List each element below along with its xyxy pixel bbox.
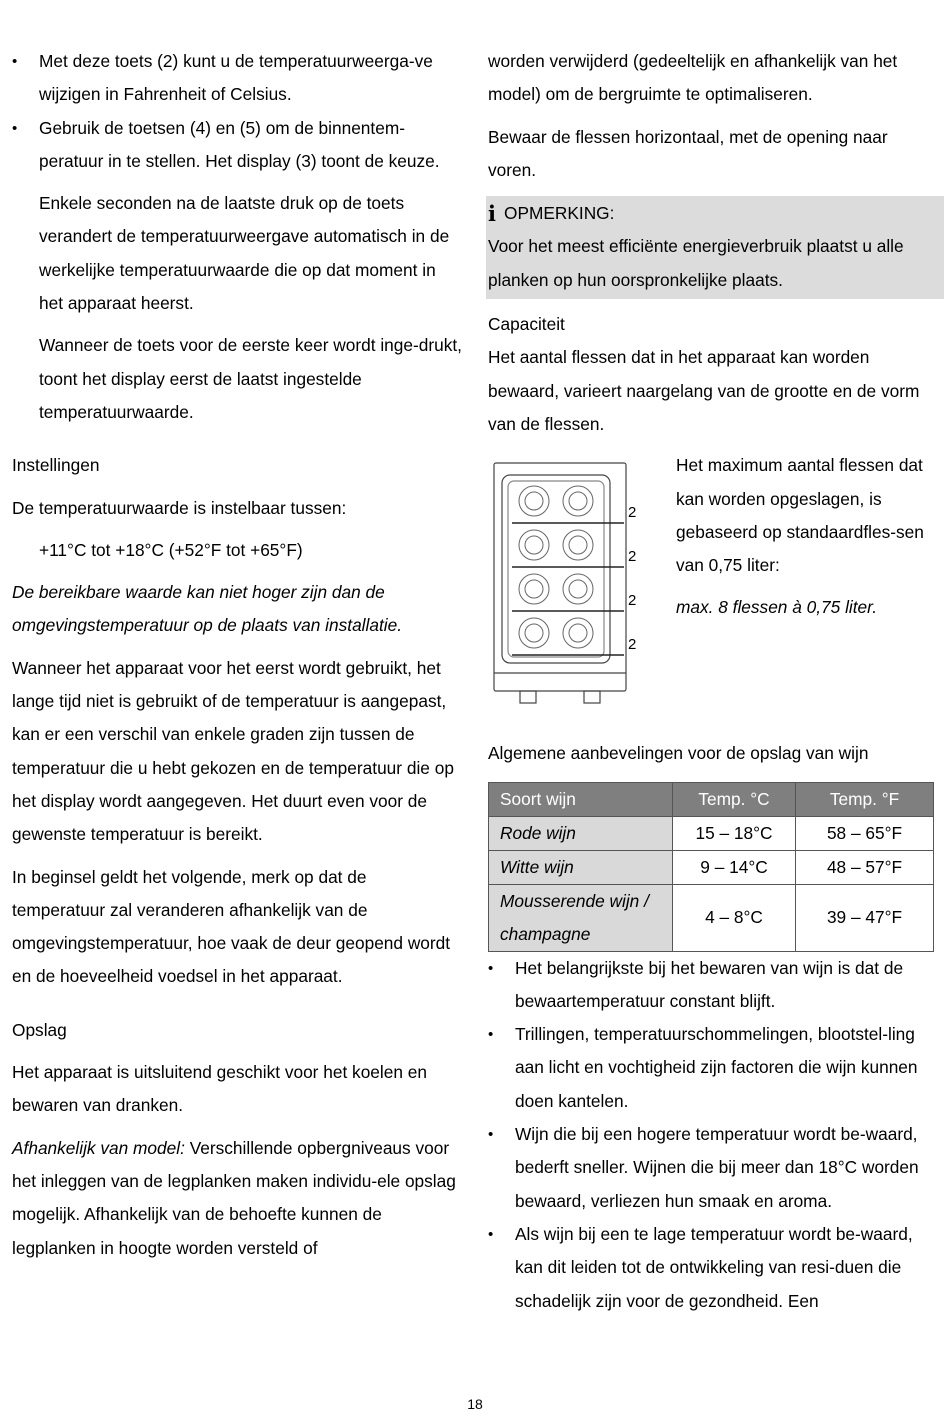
temp-c-cell: 4 – 8°C (673, 884, 796, 951)
para-auto-display: Enkele seconden na de laatste druk op de toets verandert de temperatuurweergave automatisch in de werkelijke temperatuurwaarde die op dat moment in het apparaat heerst. (39, 193, 450, 314)
table-header-row (489, 782, 934, 816)
para-first-press: Wanneer de toets voor de eerste keer wordt inge-drukt, toont het display eerst de laatst ingestelde temperatuurwaarde. (39, 335, 462, 422)
wine-type-cell: Mousserende wijn / champagne (489, 884, 673, 951)
principle-lead: In beginsel geldt het volgende, (12, 866, 247, 887)
para-shelves-removed: worden verwijderd (gedeeltelijk en afhankelijk van het model) om de bergruimte te optimaliseren. (488, 51, 898, 105)
column-header: Soort wijn (489, 782, 673, 816)
table-row (489, 816, 934, 850)
shelf-label: 2 (628, 504, 637, 522)
wine-type-cell: Witte wijn (489, 850, 673, 884)
column-header: Temp. °C (673, 782, 796, 816)
temp-c-cell: 15 – 18°C (673, 816, 796, 850)
temp-c-cell: 9 – 14°C (673, 850, 796, 884)
advice-low-temp: • Als wijn bij een te lage temperatuur wordt be-waard, kan dit leiden tot de ontwikkeling van resi-duen die schadelijk zijn voor de gezondheid. Een (488, 1218, 938, 1318)
advice-factors: • Trillingen, temperatuurschommelingen, blootstel-ling aan licht en vochtigheid zijn factoren die wijn kunnen doen kantelen. (488, 1018, 938, 1118)
para-max-bottles: Het maximum aantal flessen dat kan worden opgeslagen, is gebaseerd op standaardfles-sen van 0,75 liter: (676, 455, 924, 576)
note-title-row (488, 197, 938, 230)
shelf-label: 2 (628, 548, 637, 566)
para-principle (12, 861, 462, 994)
bullet-toggle-unit: • Met deze toets (2) kunt u de temperatuurweerga-ve wijzigen in Fahrenheit of Celsius. (12, 45, 462, 112)
heading-wine-table: Algemene aanbevelingen voor de opslag van wijn (488, 743, 869, 764)
note-box (486, 196, 944, 299)
wine-storage-table (488, 782, 934, 952)
para-model (12, 1132, 462, 1265)
heading-opslag: Opslag (12, 1019, 67, 1040)
shelf-label: 2 (628, 592, 637, 610)
note-title: OPMERKING: (504, 203, 615, 224)
model-rest: Verschillende opbergniveaus voor het inleggen van de legplanken maken individu-ele opslag mogelijk. Afhankelijk van de behoefte kunnen de legplanken in hoogte worden versteld of (12, 1137, 456, 1258)
heading-instellingen: Instellingen (12, 455, 100, 476)
right-column (488, 45, 938, 1318)
advice-high-temp: • Wijn die bij een hogere temperatuur wordt be-waard, bederft sneller. Wijnen die bij meer dan 18°C worden bewaard, verliezen hun smaak en aroma. (488, 1118, 938, 1218)
info-icon: i (488, 201, 496, 227)
model-lead: Afhankelijk van model: (12, 1137, 185, 1158)
figure-caption (676, 449, 938, 624)
wine-advice-list (488, 952, 938, 1318)
max-bottles-value: max. 8 flessen à 0,75 liter. (676, 597, 878, 618)
temp-f-cell: 58 – 65°F (796, 816, 934, 850)
para-storage: Het apparaat is uitsluitend geschikt voor het koelen en bewaren van dranken. (12, 1062, 428, 1116)
temperature-range: +11°C tot +18°C (+52°F tot +65°F) (39, 539, 303, 560)
capacity-figure-row (488, 455, 938, 717)
left-column (12, 45, 462, 1265)
note-text: Voor het meest efficiënte energieverbruik plaatst u alle planken op hun oorspronkelijke plaats. (488, 236, 904, 290)
para-settings-note: De bereikbare waarde kan niet hoger zijn dan de omgevingstemperatuur op de plaats van installatie. (12, 582, 403, 636)
display-bullet-list (12, 45, 462, 178)
heading-capaciteit: Capaciteit (488, 314, 565, 335)
bullet-set-temperature: • Gebruik de toetsen (4) en (5) om de binnentem-peratuur in te stellen. Het display (3) toont de keuze. (12, 112, 462, 179)
wine-type-cell: Rode wijn (489, 816, 673, 850)
para-bottle-orientation: Bewaar de flessen horizontaal, met de opening naar voren. (488, 126, 888, 180)
para-capacity: Het aantal flessen dat in het apparaat kan worden bewaard, varieert naargelang van de grootte en de vorm van de flessen. (488, 347, 920, 434)
column-header: Temp. °F (796, 782, 934, 816)
wine-cooler-illustration (492, 461, 642, 707)
temp-f-cell: 48 – 57°F (796, 850, 934, 884)
temp-f-cell: 39 – 47°F (796, 884, 934, 951)
para-settings-intro: De temperatuurwaarde is instelbaar tussen: (12, 497, 347, 518)
table-row (489, 850, 934, 884)
table-row (489, 884, 934, 951)
shelf-label: 2 (628, 636, 637, 654)
para-first-use: Wanneer het apparaat voor het eerst wordt gebruikt, het lange tijd niet is gebruikt of de temperatuur is aangepast, kan er een verschil van enkele graden zijn tussen de temperatuur die u hebt gekozen en de temperatuur die op het display wordt aangegeven. Het duurt even voor de gewenste temperatuur is bereikt. (12, 657, 454, 845)
principle-rest: merk op dat de temperatuur zal veranderen afhankelijk van de omgevingstemperatuur, hoe vaak de deur geopend wordt en de hoeveelheid voedsel in het apparaat. (12, 866, 451, 987)
advice-constant-temp: • Het belangrijkste bij het bewaren van wijn is dat de bewaartemperatuur constant blijft. (488, 952, 938, 1019)
page-number: 18 (467, 1396, 483, 1412)
